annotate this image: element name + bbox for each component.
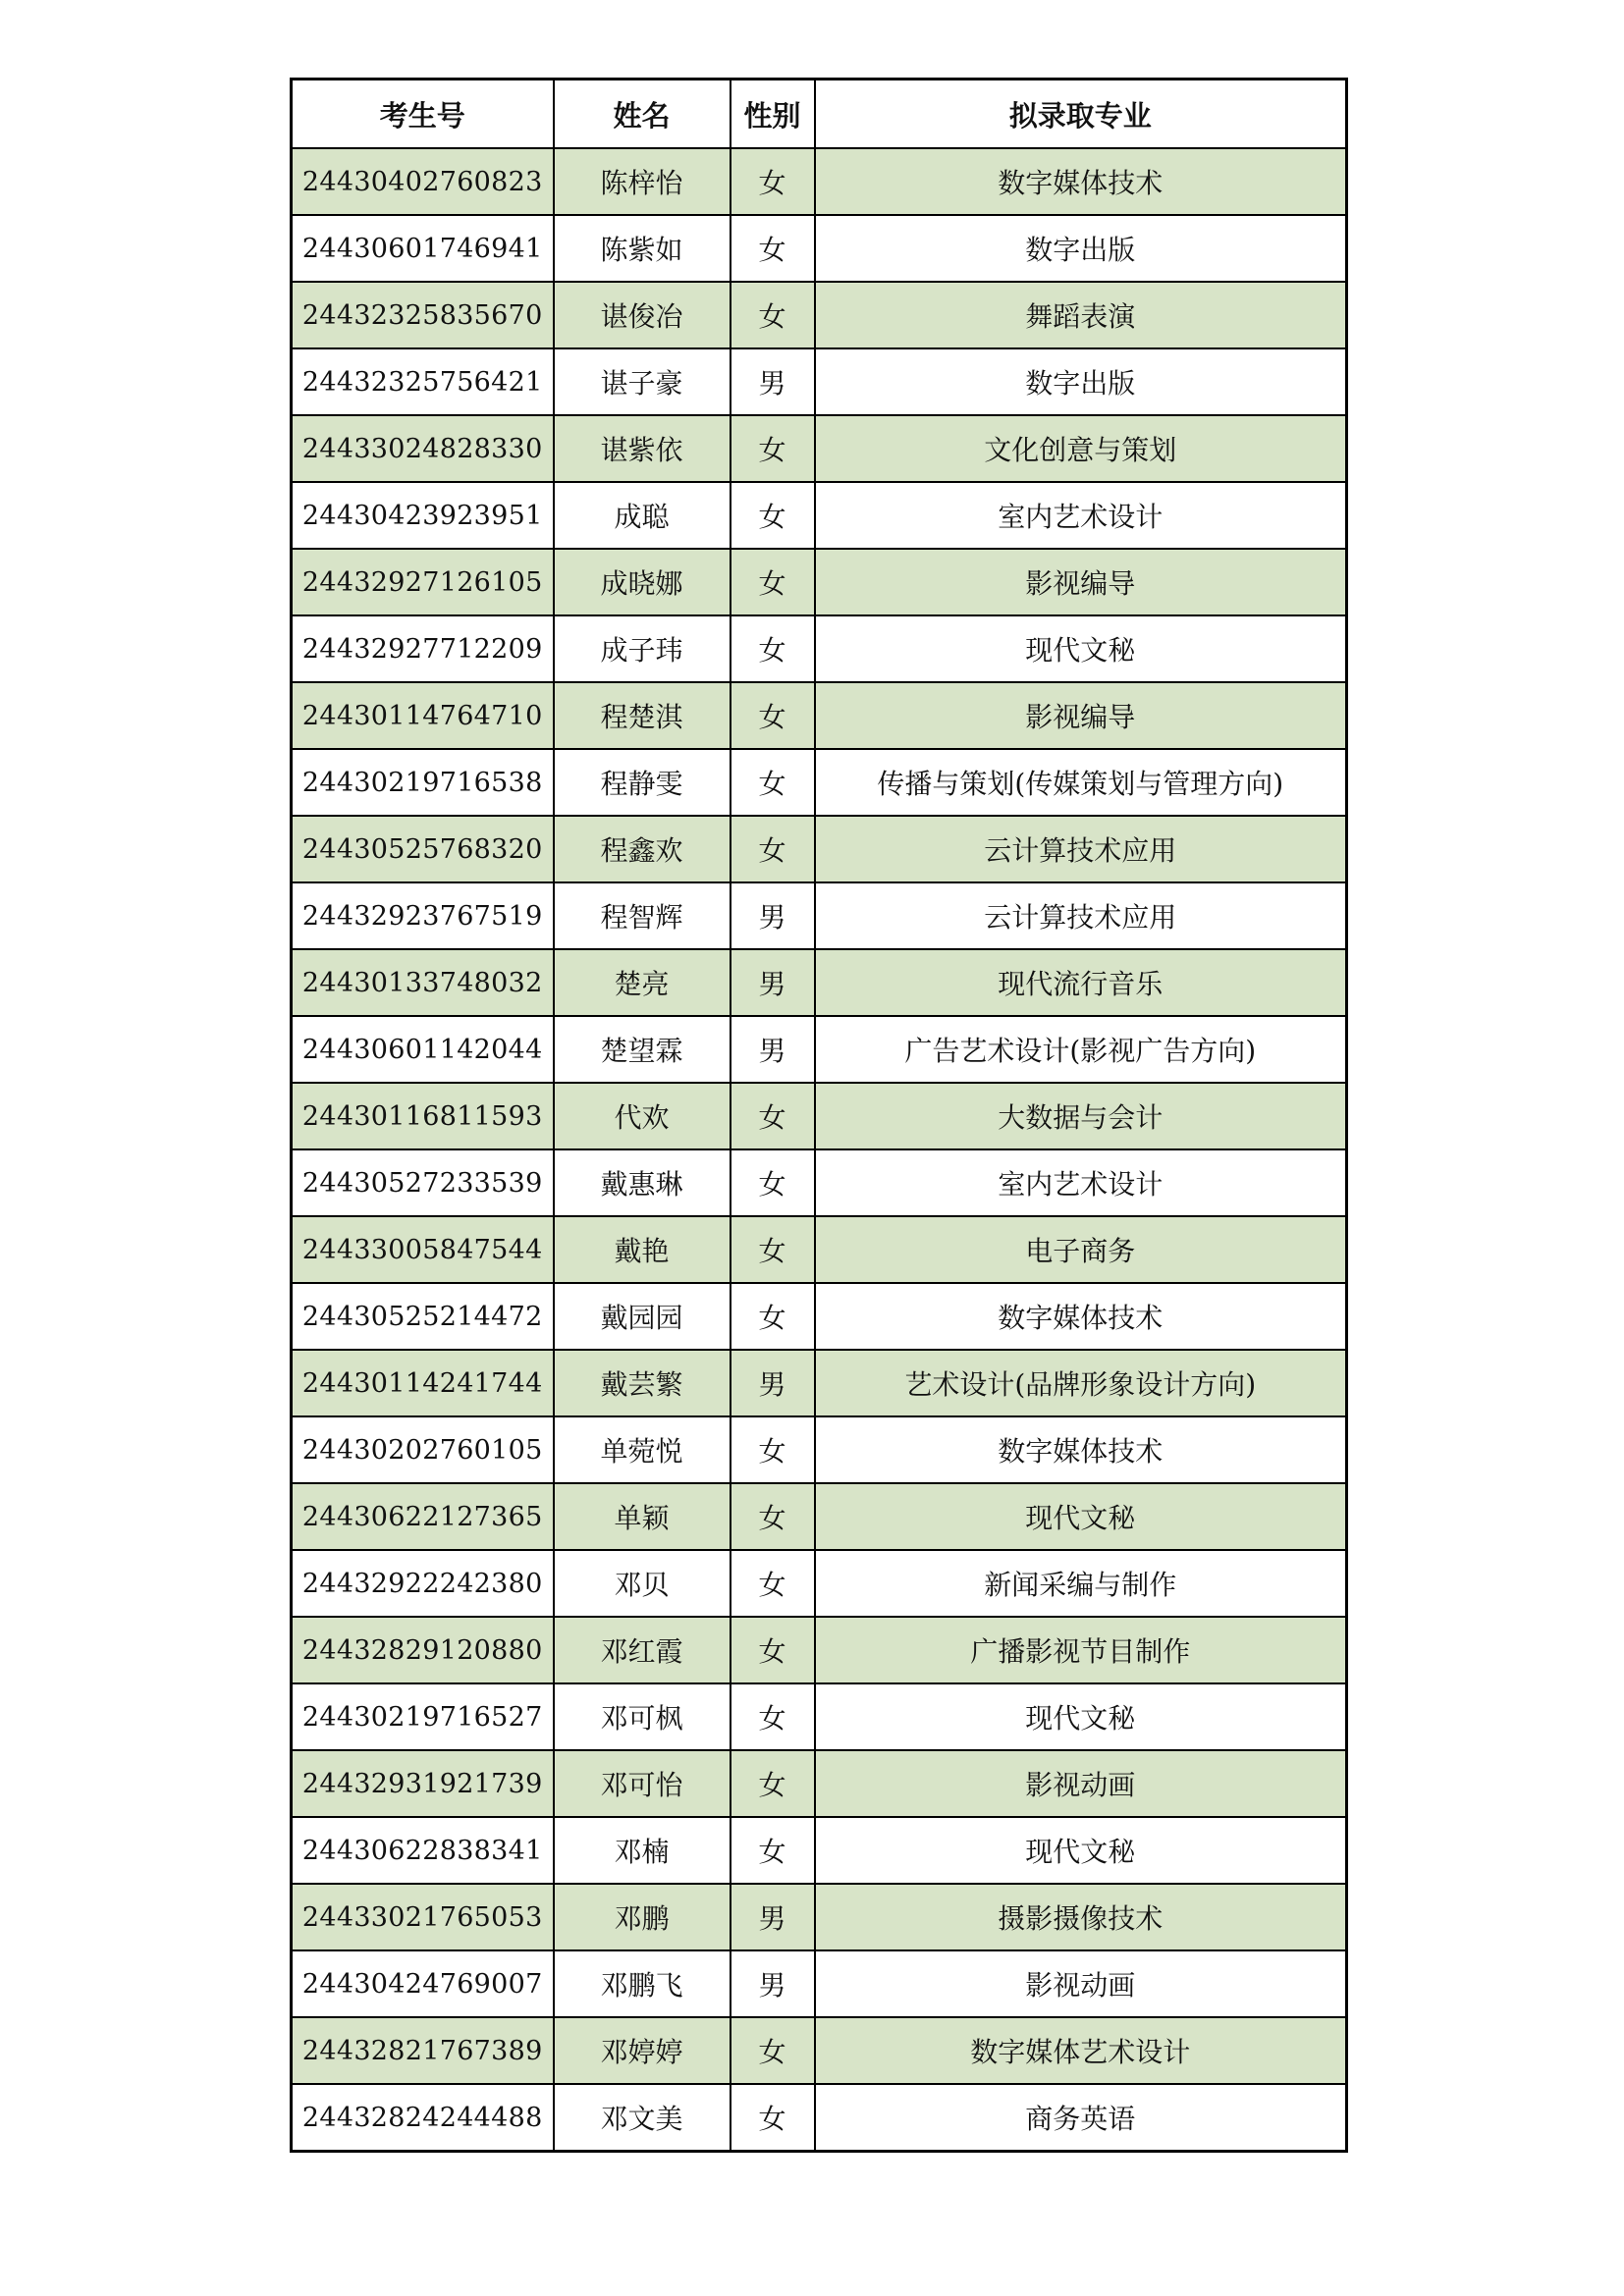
candidate-number-cell: 24430527233539 bbox=[292, 1149, 554, 1216]
admitted-major-cell: 云计算技术应用 bbox=[815, 816, 1347, 882]
candidate-number-cell: 24430114764710 bbox=[292, 682, 554, 749]
table-row bbox=[292, 1683, 1347, 1750]
student-name-cell: 成子玮 bbox=[554, 615, 731, 682]
admitted-major-cell: 大数据与会计 bbox=[815, 1083, 1347, 1149]
gender-cell: 女 bbox=[731, 148, 815, 215]
admitted-major-cell: 数字出版 bbox=[815, 348, 1347, 415]
admitted-major-cell: 电子商务 bbox=[815, 1216, 1347, 1283]
student-name-cell: 戴园园 bbox=[554, 1283, 731, 1350]
student-name-cell: 戴惠琳 bbox=[554, 1149, 731, 1216]
student-name-cell: 楚望霖 bbox=[554, 1016, 731, 1083]
admitted-major-cell: 云计算技术应用 bbox=[815, 882, 1347, 949]
student-name-cell: 邓鹏飞 bbox=[554, 1950, 731, 2017]
student-name-cell: 成晓娜 bbox=[554, 549, 731, 615]
admitted-major-cell: 数字媒体技术 bbox=[815, 1416, 1347, 1483]
admitted-major-cell: 商务英语 bbox=[815, 2084, 1347, 2152]
student-name-cell: 邓婷婷 bbox=[554, 2017, 731, 2084]
student-name-cell: 陈紫如 bbox=[554, 215, 731, 282]
candidate-number-cell: 24432325756421 bbox=[292, 348, 554, 415]
student-name-cell: 单颖 bbox=[554, 1483, 731, 1550]
admitted-major-cell: 室内艺术设计 bbox=[815, 482, 1347, 549]
admitted-major-cell: 广播影视节目制作 bbox=[815, 1617, 1347, 1683]
candidate-number-cell: 24430219716538 bbox=[292, 749, 554, 816]
admitted-major-cell: 数字媒体艺术设计 bbox=[815, 2017, 1347, 2084]
gender-cell: 女 bbox=[731, 1683, 815, 1750]
student-name-cell: 邓文美 bbox=[554, 2084, 731, 2152]
student-name-cell: 戴芸繁 bbox=[554, 1350, 731, 1416]
table-row bbox=[292, 1550, 1347, 1617]
student-name-cell: 谌紫依 bbox=[554, 415, 731, 482]
admitted-major-cell: 现代文秘 bbox=[815, 1683, 1347, 1750]
student-name-cell: 代欢 bbox=[554, 1083, 731, 1149]
candidate-number-cell: 24430219716527 bbox=[292, 1683, 554, 1750]
admitted-major-cell: 现代文秘 bbox=[815, 1817, 1347, 1884]
table-row bbox=[292, 1483, 1347, 1550]
header-gender: 性别 bbox=[731, 80, 815, 149]
candidate-number-cell: 24430202760105 bbox=[292, 1416, 554, 1483]
admitted-major-cell: 数字出版 bbox=[815, 215, 1347, 282]
candidate-number-cell: 24430622127365 bbox=[292, 1483, 554, 1550]
gender-cell: 女 bbox=[731, 1083, 815, 1149]
candidate-number-cell: 24432821767389 bbox=[292, 2017, 554, 2084]
table-row bbox=[292, 1149, 1347, 1216]
table-row bbox=[292, 2084, 1347, 2152]
table-body bbox=[292, 148, 1347, 2152]
gender-cell: 女 bbox=[731, 1416, 815, 1483]
student-name-cell: 戴艳 bbox=[554, 1216, 731, 1283]
admitted-major-cell: 数字媒体技术 bbox=[815, 1283, 1347, 1350]
gender-cell: 女 bbox=[731, 682, 815, 749]
table-row bbox=[292, 949, 1347, 1016]
gender-cell: 男 bbox=[731, 882, 815, 949]
student-name-cell: 陈梓怡 bbox=[554, 148, 731, 215]
table-row bbox=[292, 1350, 1347, 1416]
candidate-number-cell: 24432927126105 bbox=[292, 549, 554, 615]
student-name-cell: 成聪 bbox=[554, 482, 731, 549]
gender-cell: 女 bbox=[731, 215, 815, 282]
student-name-cell: 邓贝 bbox=[554, 1550, 731, 1617]
gender-cell: 男 bbox=[731, 1884, 815, 1950]
candidate-number-cell: 24432829120880 bbox=[292, 1617, 554, 1683]
gender-cell: 女 bbox=[731, 415, 815, 482]
admitted-major-cell: 舞蹈表演 bbox=[815, 282, 1347, 348]
student-name-cell: 程静雯 bbox=[554, 749, 731, 816]
admission-table bbox=[290, 78, 1348, 2153]
candidate-number-cell: 24432931921739 bbox=[292, 1750, 554, 1817]
candidate-number-cell: 24430116811593 bbox=[292, 1083, 554, 1149]
admitted-major-cell: 数字媒体技术 bbox=[815, 148, 1347, 215]
gender-cell: 男 bbox=[731, 1016, 815, 1083]
table-row bbox=[292, 148, 1347, 215]
candidate-number-cell: 24433005847544 bbox=[292, 1216, 554, 1283]
candidate-number-cell: 24430133748032 bbox=[292, 949, 554, 1016]
gender-cell: 女 bbox=[731, 482, 815, 549]
gender-cell: 女 bbox=[731, 1750, 815, 1817]
candidate-number-cell: 24432824244488 bbox=[292, 2084, 554, 2152]
table-row bbox=[292, 1016, 1347, 1083]
admitted-major-cell: 艺术设计(品牌形象设计方向) bbox=[815, 1350, 1347, 1416]
table-row bbox=[292, 2017, 1347, 2084]
admitted-major-cell: 摄影摄像技术 bbox=[815, 1884, 1347, 1950]
table-row bbox=[292, 749, 1347, 816]
gender-cell: 女 bbox=[731, 2017, 815, 2084]
admitted-major-cell: 文化创意与策划 bbox=[815, 415, 1347, 482]
admitted-major-cell: 影视动画 bbox=[815, 1950, 1347, 2017]
admitted-major-cell: 现代文秘 bbox=[815, 1483, 1347, 1550]
table-row bbox=[292, 1617, 1347, 1683]
gender-cell: 女 bbox=[731, 816, 815, 882]
student-name-cell: 邓可枫 bbox=[554, 1683, 731, 1750]
header-name: 姓名 bbox=[554, 80, 731, 149]
admitted-major-cell: 传播与策划(传媒策划与管理方向) bbox=[815, 749, 1347, 816]
gender-cell: 男 bbox=[731, 348, 815, 415]
table-row bbox=[292, 1884, 1347, 1950]
gender-cell: 男 bbox=[731, 1350, 815, 1416]
gender-cell: 女 bbox=[731, 1617, 815, 1683]
table-row bbox=[292, 415, 1347, 482]
candidate-number-cell: 24430114241744 bbox=[292, 1350, 554, 1416]
student-name-cell: 邓鹏 bbox=[554, 1884, 731, 1950]
table-row bbox=[292, 1216, 1347, 1283]
candidate-number-cell: 24430601142044 bbox=[292, 1016, 554, 1083]
student-name-cell: 邓红霞 bbox=[554, 1617, 731, 1683]
gender-cell: 男 bbox=[731, 1950, 815, 2017]
candidate-number-cell: 24432922242380 bbox=[292, 1550, 554, 1617]
gender-cell: 女 bbox=[731, 549, 815, 615]
gender-cell: 男 bbox=[731, 949, 815, 1016]
student-name-cell: 程楚淇 bbox=[554, 682, 731, 749]
gender-cell: 女 bbox=[731, 749, 815, 816]
admitted-major-cell: 广告艺术设计(影视广告方向) bbox=[815, 1016, 1347, 1083]
table-row bbox=[292, 1817, 1347, 1884]
student-name-cell: 程鑫欢 bbox=[554, 816, 731, 882]
gender-cell: 女 bbox=[731, 2084, 815, 2152]
student-name-cell: 谌子豪 bbox=[554, 348, 731, 415]
candidate-number-cell: 24432923767519 bbox=[292, 882, 554, 949]
candidate-number-cell: 24433021765053 bbox=[292, 1884, 554, 1950]
candidate-number-cell: 24430423923951 bbox=[292, 482, 554, 549]
table-row bbox=[292, 1950, 1347, 2017]
admitted-major-cell: 现代流行音乐 bbox=[815, 949, 1347, 1016]
gender-cell: 女 bbox=[731, 282, 815, 348]
table-row bbox=[292, 348, 1347, 415]
admitted-major-cell: 影视动画 bbox=[815, 1750, 1347, 1817]
admitted-major-cell: 影视编导 bbox=[815, 549, 1347, 615]
candidate-number-cell: 24433024828330 bbox=[292, 415, 554, 482]
table-row bbox=[292, 1750, 1347, 1817]
student-name-cell: 谌俊冶 bbox=[554, 282, 731, 348]
table-row bbox=[292, 1416, 1347, 1483]
admitted-major-cell: 影视编导 bbox=[815, 682, 1347, 749]
table-row bbox=[292, 1283, 1347, 1350]
student-name-cell: 单菀悦 bbox=[554, 1416, 731, 1483]
header-admitted-major: 拟录取专业 bbox=[815, 80, 1347, 149]
table-row bbox=[292, 549, 1347, 615]
student-name-cell: 楚亮 bbox=[554, 949, 731, 1016]
table-row bbox=[292, 482, 1347, 549]
candidate-number-cell: 24430424769007 bbox=[292, 1950, 554, 2017]
table-row bbox=[292, 882, 1347, 949]
candidate-number-cell: 24430525214472 bbox=[292, 1283, 554, 1350]
table-row bbox=[292, 215, 1347, 282]
gender-cell: 女 bbox=[731, 1483, 815, 1550]
candidate-number-cell: 24430622838341 bbox=[292, 1817, 554, 1884]
gender-cell: 女 bbox=[731, 1216, 815, 1283]
student-name-cell: 邓可怡 bbox=[554, 1750, 731, 1817]
table-row bbox=[292, 615, 1347, 682]
header-candidate-number: 考生号 bbox=[292, 80, 554, 149]
candidate-number-cell: 24430402760823 bbox=[292, 148, 554, 215]
gender-cell: 女 bbox=[731, 1817, 815, 1884]
gender-cell: 女 bbox=[731, 615, 815, 682]
gender-cell: 女 bbox=[731, 1550, 815, 1617]
candidate-number-cell: 24432325835670 bbox=[292, 282, 554, 348]
admitted-major-cell: 室内艺术设计 bbox=[815, 1149, 1347, 1216]
admission-list-sheet bbox=[290, 78, 1345, 2153]
table-row bbox=[292, 816, 1347, 882]
student-name-cell: 程智辉 bbox=[554, 882, 731, 949]
table-row bbox=[292, 682, 1347, 749]
candidate-number-cell: 24430601746941 bbox=[292, 215, 554, 282]
table-row bbox=[292, 1083, 1347, 1149]
admitted-major-cell: 现代文秘 bbox=[815, 615, 1347, 682]
gender-cell: 女 bbox=[731, 1283, 815, 1350]
table-header-row bbox=[292, 80, 1347, 149]
table-row bbox=[292, 282, 1347, 348]
admitted-major-cell: 新闻采编与制作 bbox=[815, 1550, 1347, 1617]
candidate-number-cell: 24430525768320 bbox=[292, 816, 554, 882]
gender-cell: 女 bbox=[731, 1149, 815, 1216]
student-name-cell: 邓楠 bbox=[554, 1817, 731, 1884]
candidate-number-cell: 24432927712209 bbox=[292, 615, 554, 682]
